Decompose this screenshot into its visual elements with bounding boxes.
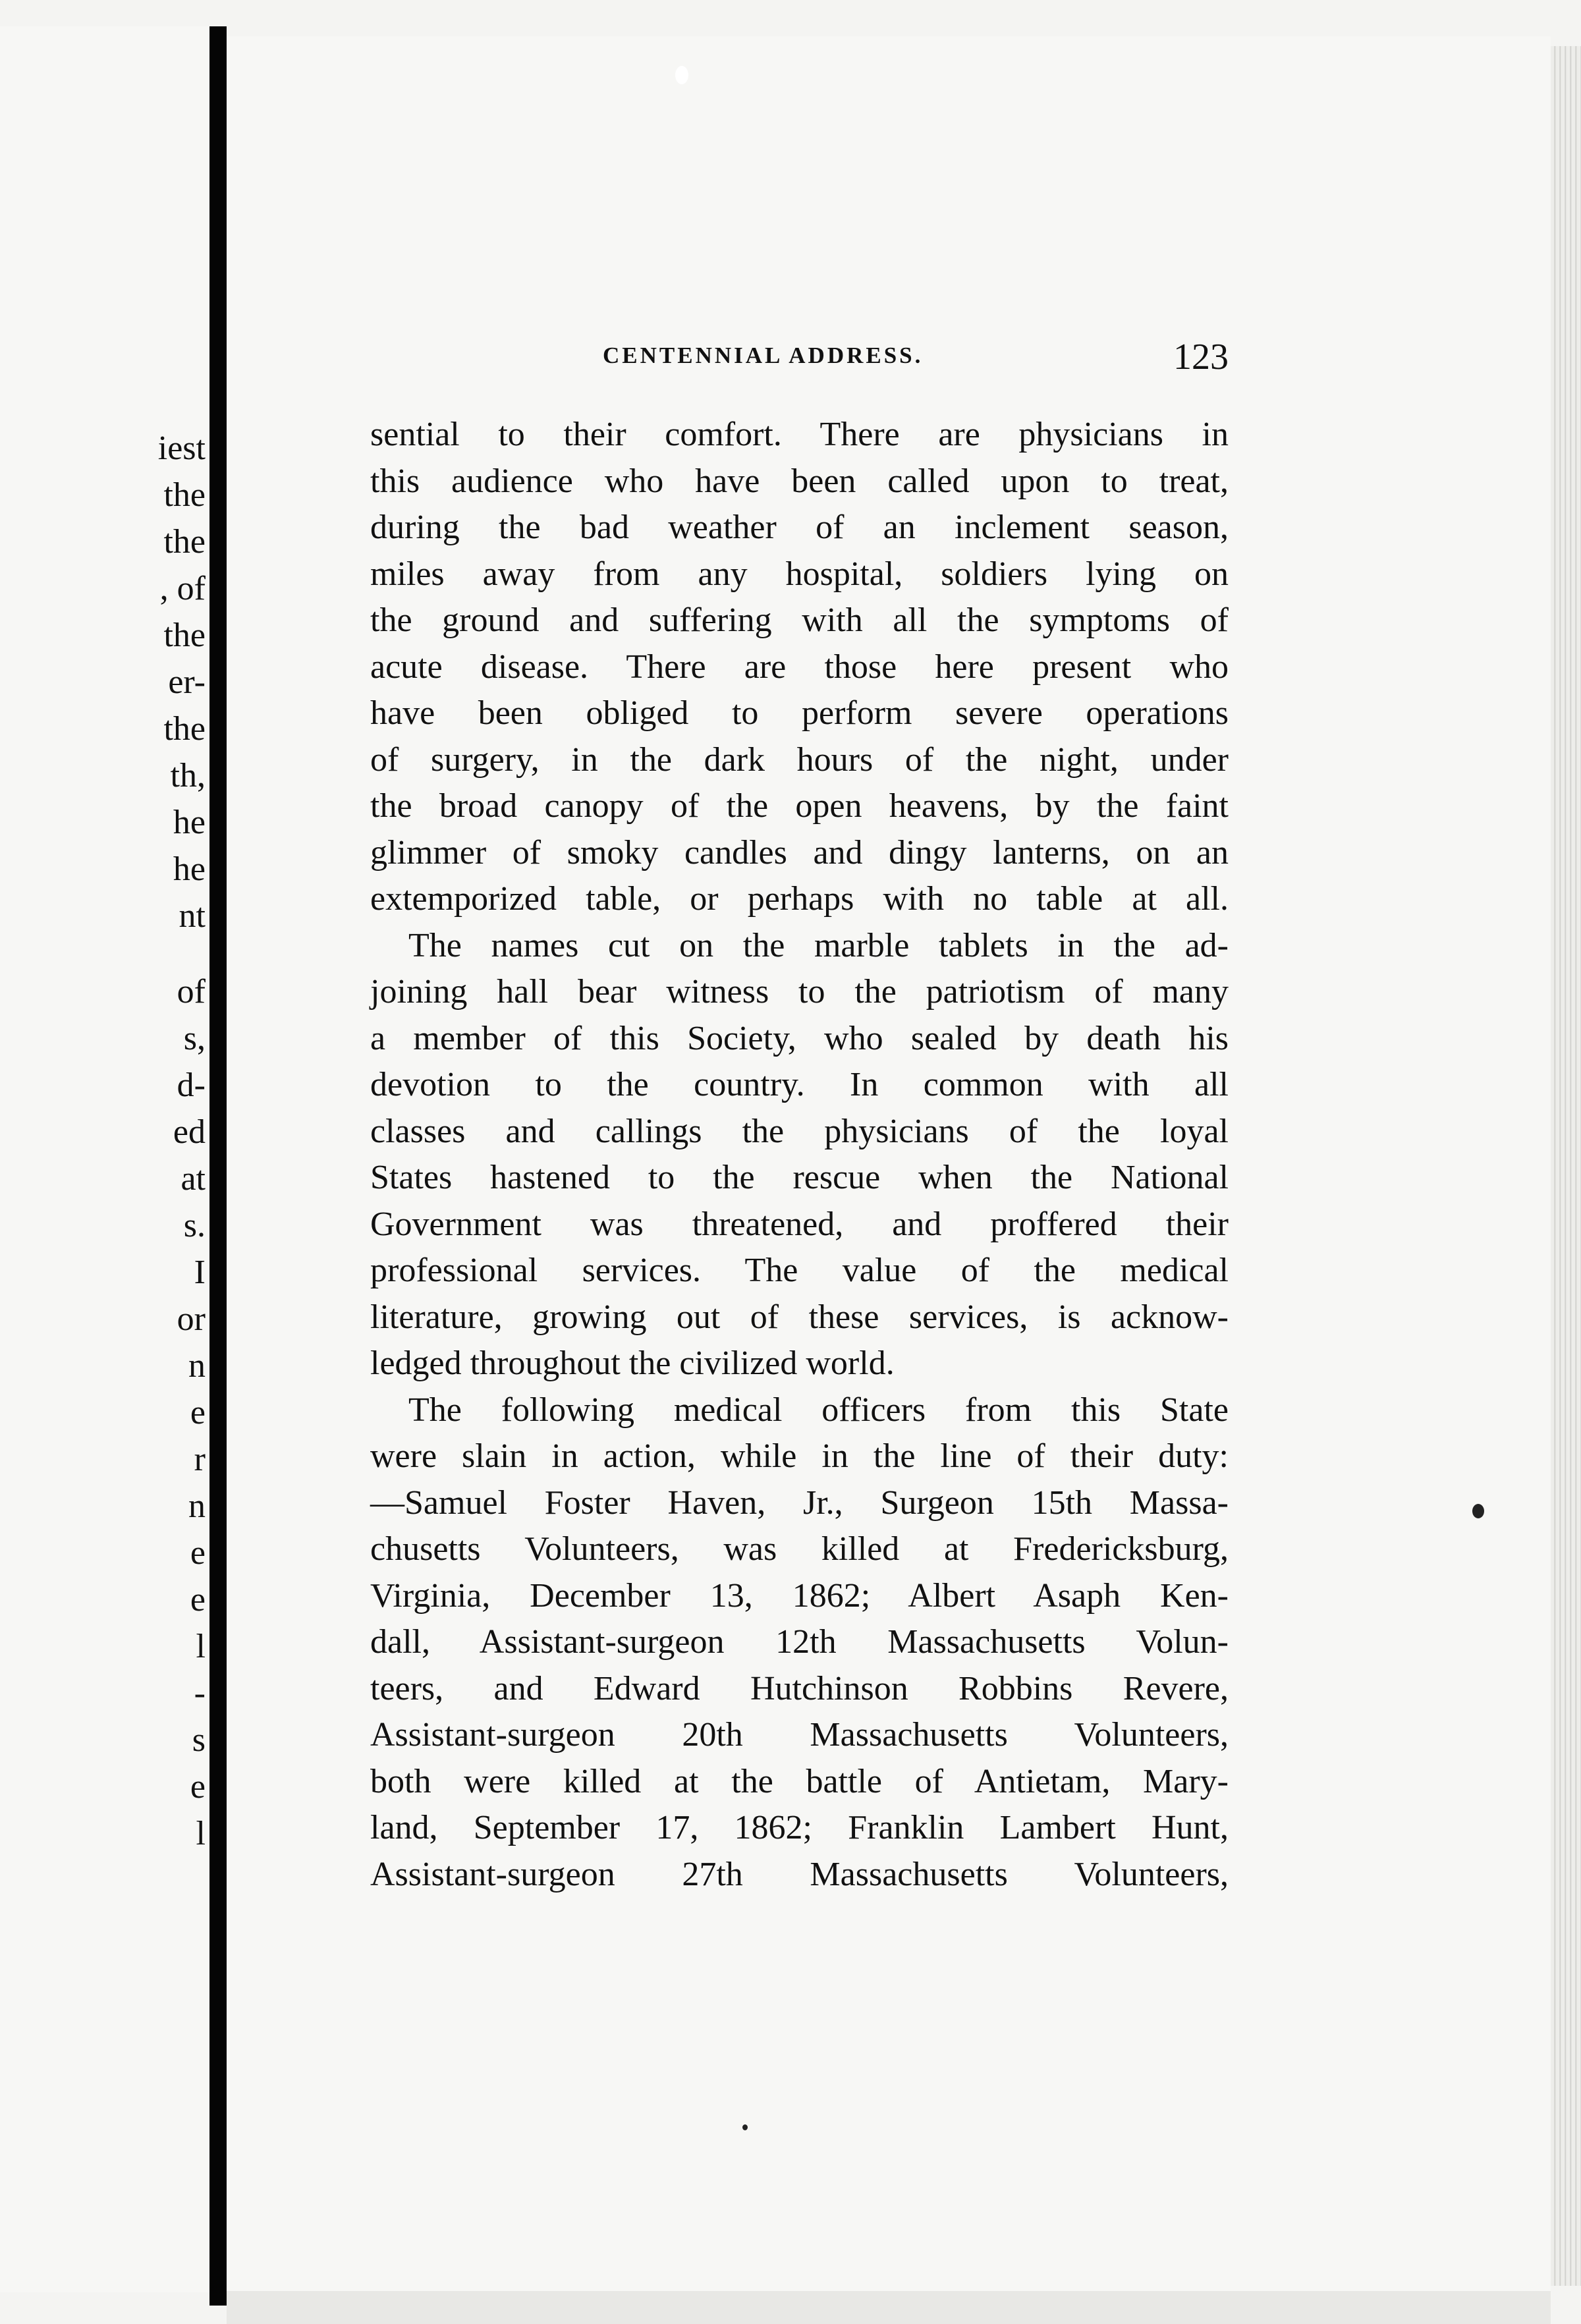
text-line: both were killed at the battle of Antietam, Mary- xyxy=(370,1762,1229,1800)
fragment-gap xyxy=(158,939,206,968)
fragment-line: l xyxy=(196,1628,206,1665)
text-line: the ground and suffering with all the symptoms of xyxy=(370,601,1229,639)
scan-speck xyxy=(675,66,688,84)
text-line: during the bad weather of an inclement season, xyxy=(370,509,1229,546)
fragment-line: e xyxy=(190,1581,206,1618)
scan-speck xyxy=(742,2124,748,2130)
text-line: land, September 17, 1862; Franklin Lambert Hunt, xyxy=(370,1809,1229,1846)
fragment-line: I xyxy=(194,1254,206,1291)
text-line: dall, Assistant-surgeon 12th Massachusetts Volun- xyxy=(370,1623,1229,1661)
page-stack-edge xyxy=(1551,46,1581,2286)
fragment-line: of xyxy=(177,973,206,1010)
fragment-line: or xyxy=(177,1300,206,1338)
text-line: teers, and Edward Hutchinson Robbins Revere, xyxy=(370,1669,1229,1707)
fragment-line: nt xyxy=(179,897,206,935)
fragment-line: r xyxy=(194,1441,206,1478)
fragment-line: the xyxy=(163,710,206,748)
facing-page-text-fragments xyxy=(158,425,206,1857)
fragment-line: at xyxy=(180,1160,206,1198)
fragment-line: l xyxy=(196,1815,206,1852)
fragment-line: e xyxy=(190,1768,206,1806)
text-line: chusetts Volunteers, was killed at Fredericksburg, xyxy=(370,1530,1229,1568)
text-line: literature, growing out of these services, is acknow- xyxy=(370,1298,1229,1336)
text-line: were slain in action, while in the line of their duty: xyxy=(370,1437,1229,1475)
fragment-line: iest xyxy=(157,429,206,467)
fragment-line: the xyxy=(163,476,206,514)
text-line: have been obliged to perform severe operations xyxy=(370,694,1229,732)
fragment-line: e xyxy=(190,1394,206,1431)
fragment-line: he xyxy=(173,804,206,841)
fragment-line: the xyxy=(163,523,206,561)
fragment-line: s. xyxy=(183,1207,206,1244)
text-line: joining hall bear witness to the patriotism of many xyxy=(370,973,1229,1010)
body-text xyxy=(370,412,1229,1898)
text-line: professional services. The value of the medical xyxy=(370,1252,1229,1289)
fragment-line: n xyxy=(188,1487,206,1525)
fragment-line: e xyxy=(190,1534,206,1572)
fragment-line: , of xyxy=(159,570,206,607)
running-header xyxy=(372,336,1229,389)
text-line: Assistant-surgeon 27th Massachusetts Volunteers, xyxy=(370,1855,1229,1893)
text-line: devotion to the country. In common with all xyxy=(370,1066,1229,1103)
fragment-line: er- xyxy=(168,663,206,701)
running-title: CENTENNIAL ADDRESS. xyxy=(603,343,924,368)
paragraph-end-line: ledged throughout the civilized world. xyxy=(370,1344,895,1382)
text-line: a member of this Society, who sealed by death his xyxy=(370,1019,1229,1057)
scan-speck xyxy=(1472,1504,1484,1518)
text-line: Government was threatened, and proffered their xyxy=(370,1205,1229,1243)
fragment-line: s, xyxy=(183,1020,206,1057)
page-bottom-shadow xyxy=(227,2291,1551,2324)
fragment-line: th, xyxy=(170,757,206,794)
text-line: glimmer of smoky candles and dingy lanterns, on an xyxy=(370,833,1229,872)
text-line: classes and callings the physicians of the loyal xyxy=(370,1112,1229,1150)
fragment-line: the xyxy=(163,617,206,654)
paragraph-start-line: The following medical officers from this State xyxy=(408,1391,1229,1429)
text-line: sential to their comfort. There are physicians in xyxy=(370,416,1229,453)
text-line: extemporized table, or perhaps with no table at all. xyxy=(370,880,1229,918)
facing-page-left xyxy=(0,26,211,2292)
text-line: States hastened to the rescue when the National xyxy=(370,1159,1229,1196)
fragment-line: s xyxy=(192,1721,206,1759)
text-line: —Samuel Foster Haven, Jr., Surgeon 15th Massa- xyxy=(370,1483,1229,1522)
text-line: acute disease. There are those here present who xyxy=(370,648,1229,686)
fragment-line: n xyxy=(188,1347,206,1385)
text-line: miles away from any hospital, soldiers lying on xyxy=(370,555,1229,593)
fragment-line: d- xyxy=(177,1066,206,1104)
fragment-line: - xyxy=(194,1674,206,1712)
text-line: Virginia, December 13, 1862; Albert Asaph Ken- xyxy=(370,1576,1229,1615)
text-line: the broad canopy of the open heavens, by the faint xyxy=(370,787,1229,825)
paragraph-start-line: The names cut on the marble tablets in the ad- xyxy=(408,926,1229,964)
text-line: this audience who have been called upon to treat, xyxy=(370,462,1229,500)
page-number: 123 xyxy=(1173,337,1229,377)
text-line: of surgery, in the dark hours of the night, under xyxy=(370,740,1229,779)
text-line: Assistant-surgeon 20th Massachusetts Volunteers, xyxy=(370,1716,1229,1754)
fragment-line: ed xyxy=(173,1113,206,1151)
binding-gutter xyxy=(209,26,227,2306)
fragment-line: he xyxy=(173,850,206,888)
